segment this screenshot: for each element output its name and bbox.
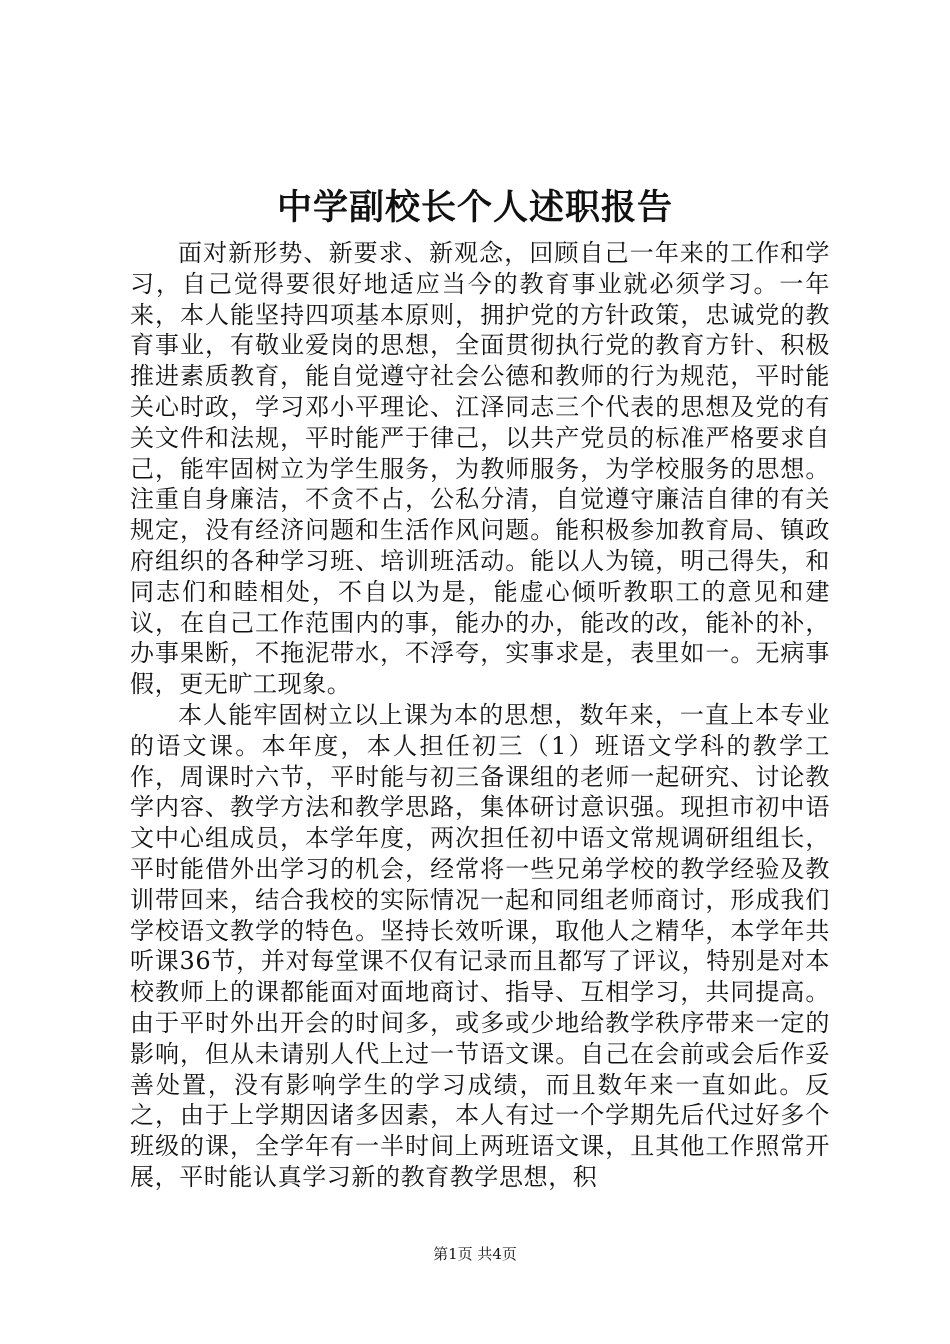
paragraph-2: 本人能牢固树立以上课为本的思想，数年来，一直上本专业的语文课。本年度，本人担任初三（1）班语文学科的教学工作，周课时六节，平时能与初三备课组的老师一起研究、讨论教学内容、教学方法和教学思路，集体研讨意识强。现担市初中语文中心组成员，本学年度，两次担任初中语文常规调研组组长，平时能借外出学习的机会，经常将一些兄弟学校的教学经验及教训带回来，结合我校的实际情况一起和同组老师商讨，形成我们学校语文教学的特色。坚持长效听课，取他人之精华，本学年共听课36节，并对每堂课不仅有记录而且都写了评议，特别是对本校教师上的课都能面对面地商讨、指导、互相学习，共同提高。由于平时外出开会的时间多，或多或少地给教学秩序带来一定的影响，但从未请别人代上过一节语文课。自己在会前或会后作妥善处置，没有影响学生的学习成绩，而且数年来一直如此。反之，由于上学期因诸多因素，本人有过一个学期先后代过好多个班级的课，全学年有一半时间上两班语文课，且其他工作照常开展，平时能认真学习新的教育教学思想，积 [130,700,830,1191]
document-body [130,238,830,1193]
document-title: 中学副校长个人述职报告 [276,187,673,228]
paragraph-1: 面对新形势、新要求、新观念，回顾自己一年来的工作和学习，自己觉得要很好地适应当今的教育事业就必须学习。一年来，本人能坚持四项基本原则，拥护党的方针政策，忠诚党的教育事业，有敬业爱岗的思想，全面贯彻执行党的教育方针、积极推进素质教育，能自觉遵守社会公德和教师的行为规范，平时能关心时政，学习邓小平理论、江泽同志三个代表的思想及党的有关文件和法规，平时能严于律己，以共产党员的标准严格要求自己，能牢固树立为学生服务，为教师服务，为学校服务的思想。注重自身廉洁，不贪不占，公私分清，自觉遵守廉洁自律的有关规定，没有经济问题和生活作风问题。能积极参加教育局、镇政府组织的各种学习班、培训班活动。能以人为镜，明己得失，和同志们和睦相处，不自以为是，能虚心倾听教职工的意见和建议，在自己工作范围内的事，能办的办，能改的改，能补的补，办事果断，不拖泥带水，不浮夸，实事求是，表里如一。无病事假，更无旷工现象。 [130,239,830,699]
page-number-footer: 第1页 共4页 [433,1245,517,1263]
